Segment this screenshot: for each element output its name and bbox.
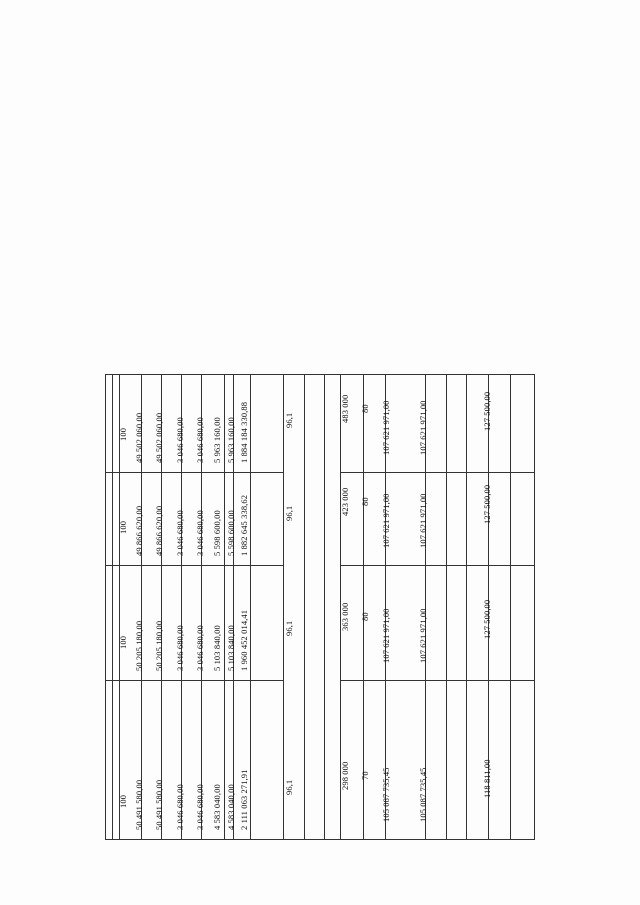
table-row-rule (224, 374, 225, 840)
table-cell: 4 583 040,00 (226, 784, 236, 830)
table-cell: 127 500,00 (482, 599, 492, 639)
table-cell: 5 598 600,00 (212, 510, 222, 556)
table-cell: 5 103 840,00 (212, 625, 222, 671)
table-cell: 3 046 680,00 (175, 417, 185, 463)
table-cell: 107 621 971,00 (381, 608, 391, 663)
table-cell: 107 621 971,00 (418, 608, 428, 663)
table-cell: 5 103 840,00 (226, 625, 236, 671)
table-cell: 50 491 580,00 (134, 779, 144, 830)
table-cell: 127 500,00 (482, 484, 492, 524)
table-cell: 1 882 645 338,62 (239, 494, 249, 556)
table-cell: 298 000 (340, 761, 350, 790)
table-cell: 3 046 680,00 (195, 625, 205, 671)
table-cell: 4 583 040,00 (212, 784, 222, 830)
rotated-data-table (105, 374, 535, 840)
table-cell: 70 (360, 771, 370, 780)
table-cell: 100 (118, 427, 128, 441)
table-cell: 3 046 680,00 (175, 784, 185, 830)
table-cell: 107 621 971,00 (418, 400, 428, 455)
table-row-rule (534, 374, 535, 840)
table-cell: 3 046 680,00 (195, 784, 205, 830)
table-cell: 5 963 160,00 (212, 417, 222, 463)
table-cell-percent: 96,1 (284, 505, 294, 521)
table-cell: 3 046 680,00 (175, 510, 185, 556)
table-cell: 483 000 (340, 394, 350, 423)
table-cell: 100 (118, 520, 128, 534)
table-row-rule (324, 374, 325, 840)
table-row-rule (363, 374, 364, 840)
table-cell: 107 621 971,00 (418, 493, 428, 548)
table-row-rule (446, 374, 447, 840)
table-row-rule (510, 374, 511, 840)
table-cell: 50 205 180,00 (134, 620, 144, 671)
table-cell: 50 491 580,00 (154, 779, 164, 830)
table-cell: 1 884 184 330,88 (239, 401, 249, 463)
table-cell: 49 502 060,00 (134, 412, 144, 463)
table-row-rule (119, 374, 120, 840)
table-cell: 423 000 (340, 487, 350, 516)
table-cell: 5 598 600,00 (226, 510, 236, 556)
table-row-rule (105, 374, 106, 840)
table-cell: 100 (118, 635, 128, 649)
table-cell: 80 (360, 404, 370, 413)
table-cell: 3 046 680,00 (175, 625, 185, 671)
table-column-rule (105, 374, 535, 375)
table-cell: 3 046 680,00 (195, 510, 205, 556)
table-column-rule (105, 839, 535, 840)
table-cell: 50 205 180,00 (154, 620, 164, 671)
table-cell: 105 087 735,45 (381, 767, 391, 822)
table-cell: 80 (360, 612, 370, 621)
table-row-rule (304, 374, 305, 840)
table-cell: 49 866 620,00 (154, 505, 164, 556)
table-column-rule (105, 680, 283, 681)
table-row-rule (112, 374, 113, 840)
table-cell: 363 000 (340, 602, 350, 631)
table-column-rule (340, 565, 535, 566)
table-cell: 80 (360, 497, 370, 506)
table-cell-percent: 96,1 (284, 620, 294, 636)
table-row-rule (466, 374, 467, 840)
table-cell: 127 500,00 (482, 391, 492, 431)
table-row-rule (250, 374, 251, 840)
table-row-rule (283, 374, 284, 840)
table-cell: 1 960 452 014,41 (239, 609, 249, 671)
table-column-rule (105, 472, 283, 473)
table-cell: 118 811,00 (482, 759, 492, 798)
table-cell: 5 963 160,00 (226, 417, 236, 463)
table-cell: 2 111 063 271,91 (239, 769, 249, 830)
table-cell-percent: 96,1 (284, 412, 294, 428)
table-cell: 100 (118, 794, 128, 808)
table-cell: 107 621 971,00 (381, 400, 391, 455)
table-cell-percent: 96,1 (284, 779, 294, 795)
table-cell: 3 046 680,00 (195, 417, 205, 463)
table-cell: 49 502 060,00 (154, 412, 164, 463)
table-cell: 49 866 620,00 (134, 505, 144, 556)
table-column-rule (340, 472, 535, 473)
table-cell: 107 621 971,00 (381, 493, 391, 548)
table-column-rule (105, 565, 283, 566)
table-cell: 105 087 735,45 (418, 767, 428, 822)
table-column-rule (340, 680, 535, 681)
